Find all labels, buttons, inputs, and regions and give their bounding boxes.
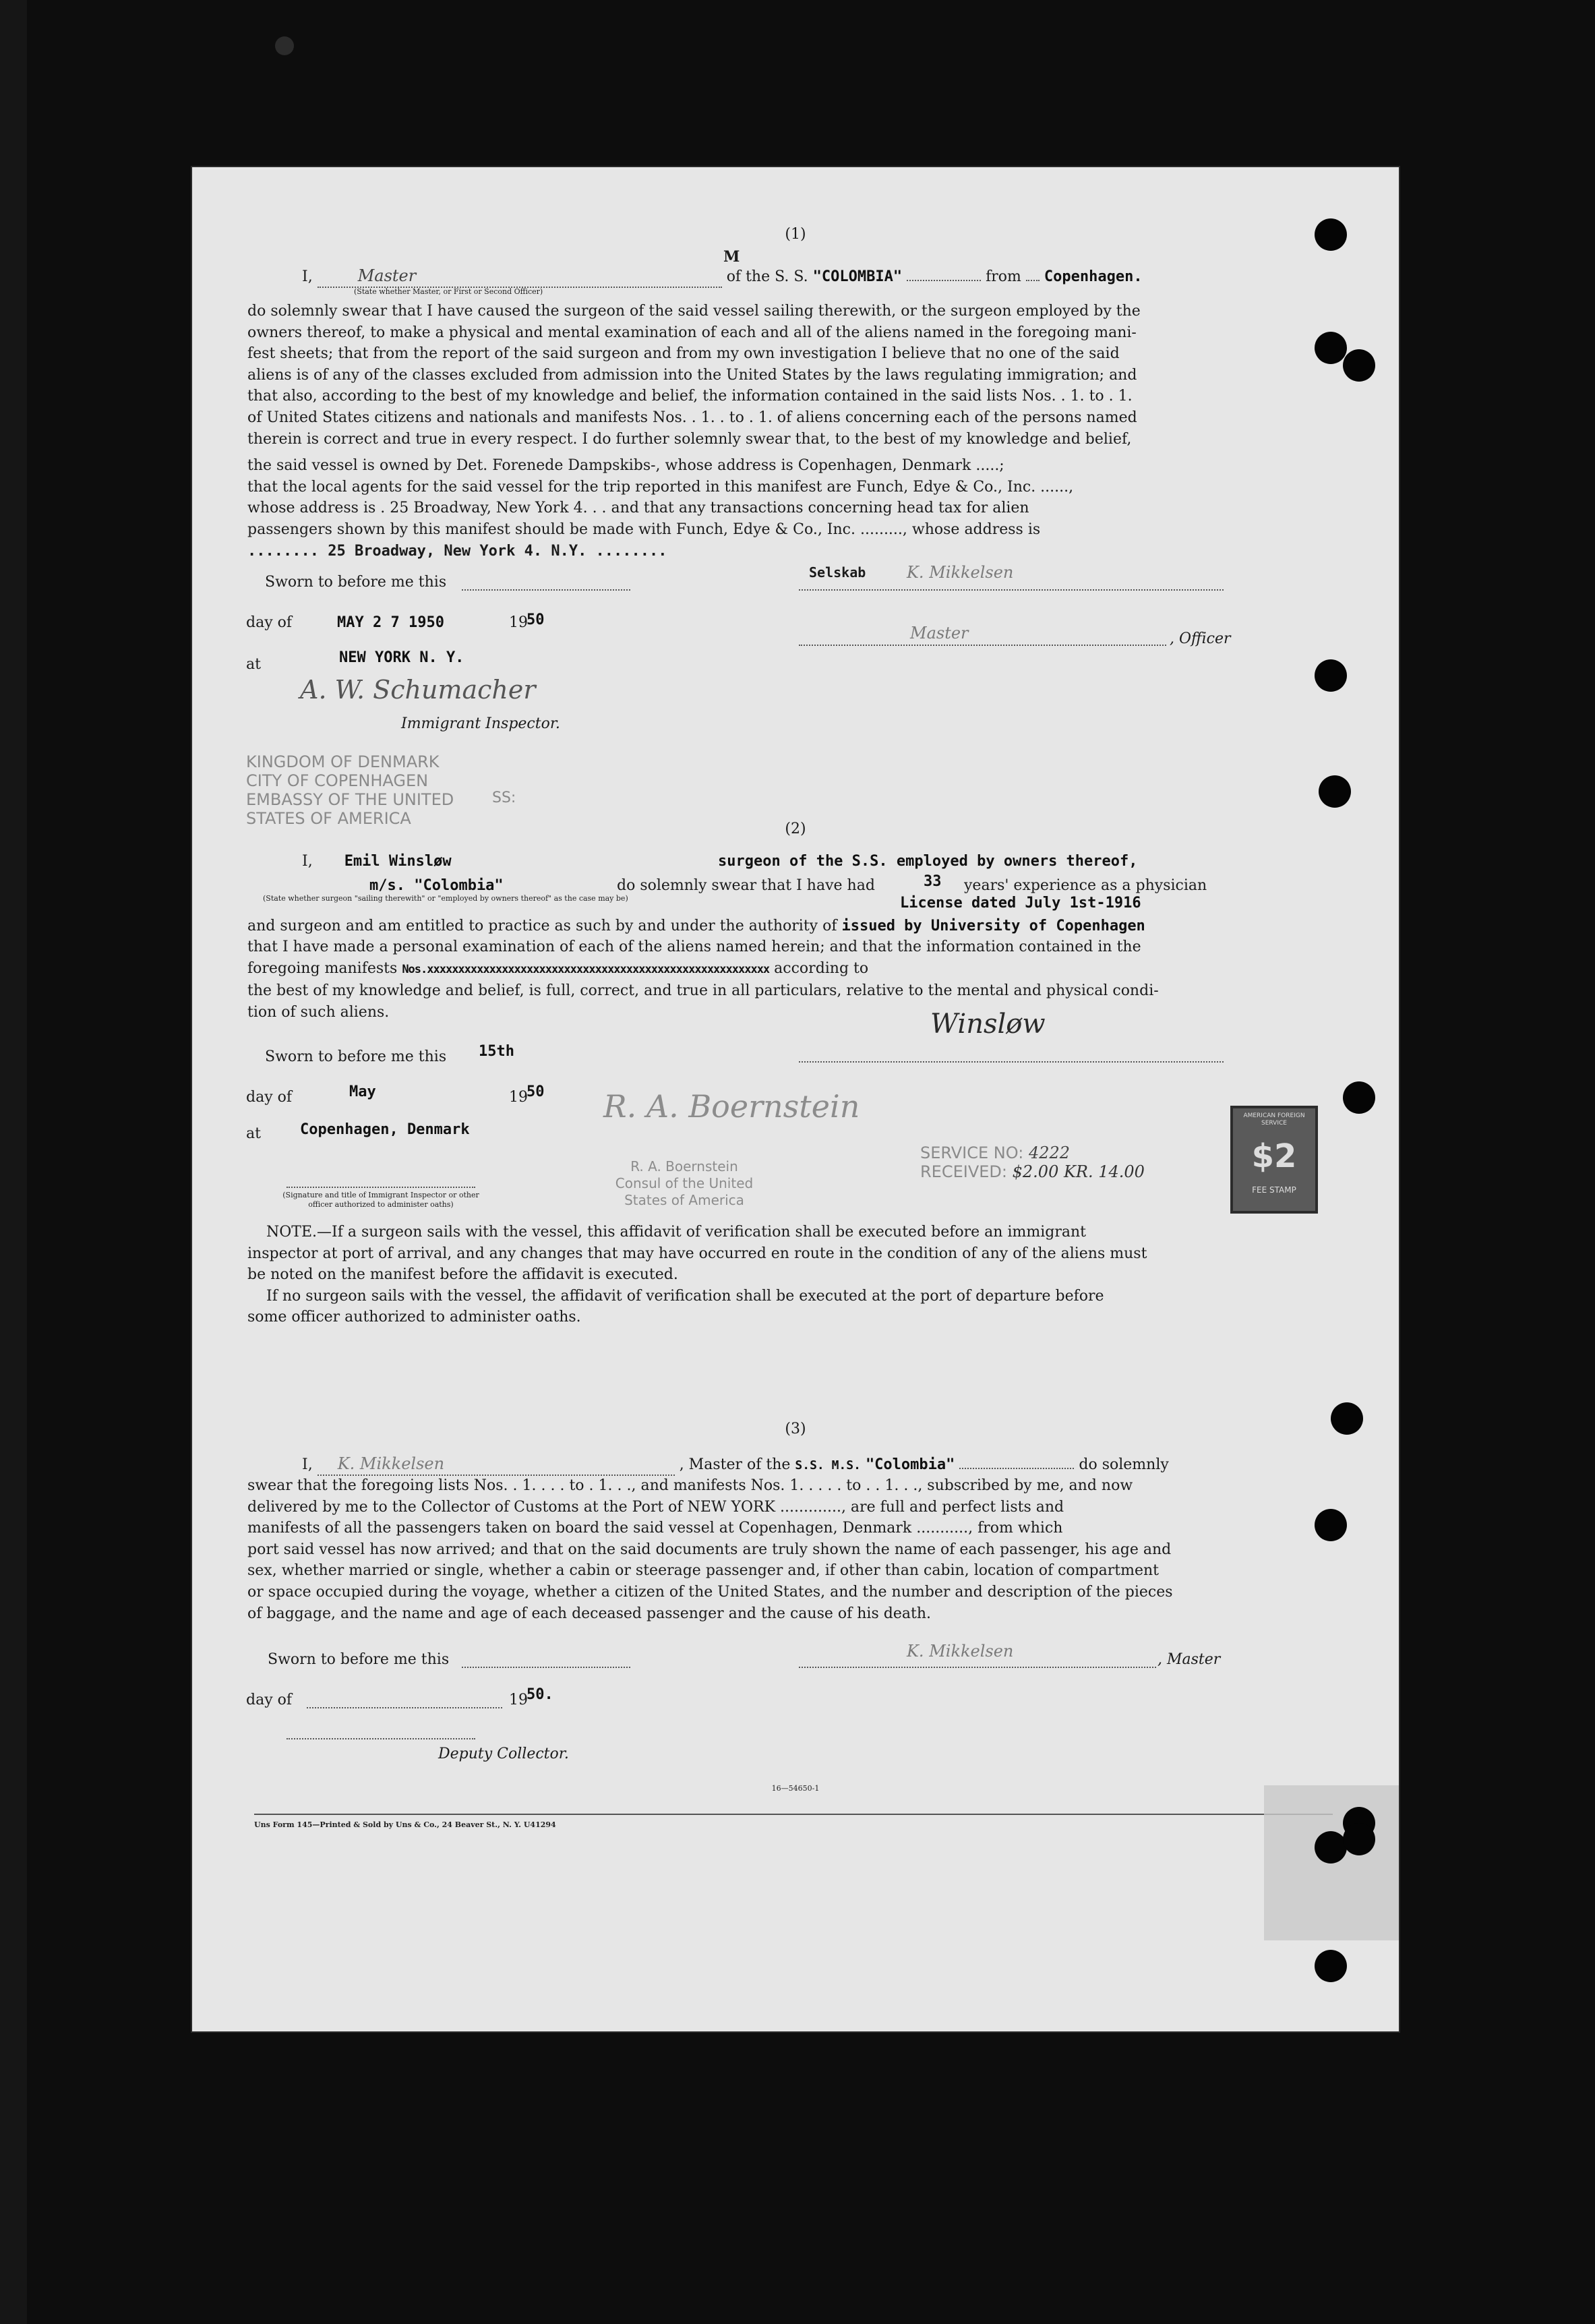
section-1-first-line (302, 266, 1354, 288)
section-1-oath (247, 301, 1286, 562)
binder-hole (1343, 1823, 1375, 1855)
oath-line: ........ 25 Broadway, New York 4. N.Y. ........ (247, 542, 667, 560)
manifest-affidavit-page (192, 167, 1399, 2031)
authority-text: and surgeon and am entitled to practice as such by and under the authority of (247, 918, 837, 934)
binder-hole (1343, 1081, 1375, 1114)
note-line: inspector at port of arrival, and any changes that may have occurred en route in the condition of any of the aliens must (247, 1245, 1147, 1262)
printer-credit: Uns Form 145—Printed & Sold by Uns & Co., 24 Beaver St., N. Y. U41294 (254, 1820, 556, 1829)
section-2-first-line (302, 851, 452, 872)
consul-title: Consul of the United (615, 1175, 754, 1191)
surgeon-oath-line (247, 958, 1286, 981)
years-value: 33 (924, 873, 942, 890)
surgeon-vessel: m/s. "Colombia" (369, 877, 504, 894)
sworn-line (462, 589, 630, 591)
footer-rule (254, 1814, 1333, 1815)
section-3-line: sex, whether married or single, whether a cabin or steerage passenger and, if other than cabin, location of compartment (247, 1562, 1159, 1580)
oath-line: do solemnly swear that I have caused the surgeon of the said vessel sailing therewith, or the surgeon employed by the (247, 303, 1141, 320)
section-3-year-value: 50. (526, 1686, 553, 1703)
binder-hole (1315, 1831, 1347, 1864)
received-value: $2.00 KR. 14.00 (1012, 1162, 1145, 1181)
embassy-stamp-line: KINGDOM OF DENMARK (246, 752, 440, 771)
section-3-master-field (318, 1454, 675, 1476)
surgeon-signature: Winsløw (930, 1009, 1046, 1040)
service-label: SERVICE NO: (920, 1143, 1024, 1162)
according-text: according to (774, 959, 869, 977)
binder-hole (1315, 659, 1347, 692)
binder-hole (1315, 1509, 1347, 1541)
at-value: NEW YORK N. Y. (339, 649, 464, 666)
embassy-stamp-line: CITY OF COPENHAGEN (246, 771, 429, 790)
authority-line (247, 916, 1393, 936)
surgeon-signature-line (799, 1061, 1224, 1063)
oath-line: that also, according to the best of my knowledge and belief, the information contained in the said lists Nos. . 1. to . 1. (247, 388, 1133, 405)
section-3-year-prefix: 19 (509, 1692, 528, 1708)
section-3-body (247, 1475, 1286, 1624)
section-1-sworn-label: Sworn to before me this (265, 574, 447, 591)
day-of-label: day of (246, 614, 293, 631)
fee-stamp-value: $2 (1251, 1137, 1297, 1175)
section-3-first-line (302, 1454, 1313, 1476)
section-3-day-line (307, 1707, 502, 1708)
oath-line: aliens is of any of the classes excluded from admission into the United States by the laws regulating immigration; and (247, 366, 1137, 384)
master-signature-line (799, 589, 1224, 591)
manifests-text: foregoing manifests (247, 959, 398, 977)
vessel-name: "COLOMBIA" (812, 268, 903, 285)
at-label: at (246, 656, 261, 673)
section-3-line: port said vessel has now arrived; and that on the said documents are truly shown the name of each passenger, his age and (247, 1541, 1172, 1558)
form-code: 16—54650-1 (771, 1784, 820, 1793)
section-3-line: or space occupied during the voyage, whether a citizen of the United States, and the number and description of the pieces (247, 1583, 1173, 1601)
from-label: from (986, 268, 1021, 285)
section-3-vessel-prefix: S.S. M.S. (795, 1458, 861, 1472)
section-3-line: of baggage, and the name and age of each deceased passenger and the cause of his death. (247, 1605, 931, 1622)
binder-hole (1343, 349, 1375, 382)
struck-out-text: Nos.xxxxxxxxxxxxxxxxxxxxxxxxxxxxxxxxxxxxxxxxxxxxxxxxxxxxxxx (402, 962, 770, 976)
rank-field (318, 266, 722, 288)
owner-insert: Selskab (809, 564, 866, 580)
received-label: RECEIVED: (920, 1162, 1007, 1181)
binder-hole (1331, 1402, 1363, 1435)
year-prefix: 19 (509, 614, 528, 631)
oath-line: the said vessel is owned by Det. Forenede Dampskibs-, whose address is Copenhagen, Denmark .....; (247, 457, 1004, 475)
surgeon-name: Emil Winsløw (344, 853, 452, 870)
section-3-sworn-label: Sworn to before me this (268, 1651, 450, 1668)
section-3-vessel-name: "Colombia" (865, 1456, 955, 1473)
section-3-master-name: K. Mikkelsen (337, 1454, 445, 1473)
authority-value: issued by University of Copenhagen (841, 918, 1145, 934)
administer-oath-line (287, 1187, 475, 1188)
section-2-body (247, 936, 1286, 1023)
section-2-year-prefix: 19 (509, 1089, 528, 1106)
license-insert: License dated July 1st-1916 (900, 895, 1141, 912)
oath-line: whose address is . 25 Broadway, New York 4. . . and that any transactions concerning head tax for alien (247, 500, 1029, 517)
binder-hole (1315, 1950, 1347, 1982)
section-2-month: May (349, 1083, 376, 1100)
binder-hole (1315, 218, 1347, 251)
scanner-hole-top-left (275, 36, 294, 55)
note-line: be noted on the manifest before the affidavit is executed. (247, 1266, 678, 1284)
ss-label: SS: (492, 789, 516, 806)
fee-stamp-header: AMERICAN FOREIGN SERVICE (1243, 1112, 1305, 1127)
note-line: some officer authorized to administer oaths. (247, 1309, 581, 1326)
section-2-year-value: 50 (526, 1083, 545, 1100)
section-3-number: (3) (785, 1421, 806, 1437)
years-text: years' experience as a physician (964, 877, 1207, 894)
deputy-collector-line (287, 1738, 475, 1739)
section-2-number: (2) (785, 821, 806, 837)
embassy-stamp-line: EMBASSY OF THE UNITED (246, 790, 454, 809)
section-3-day-label: day of (246, 1692, 293, 1708)
binder-hole (1315, 332, 1347, 364)
surgeon-oath-line: the best of my knowledge and belief, is full, correct, and true in all particulars, relative to the mental and physical condi- (247, 982, 1159, 1000)
surgeon-role: surgeon of the S.S. employed by owners thereof, (718, 853, 1138, 870)
officer-label: , Officer (1170, 630, 1231, 647)
embassy-stamp (246, 752, 454, 828)
oath-line: of United States citizens and nationals and manifests Nos. . 1. . to . 1. of aliens concerning each of the persons named (247, 409, 1137, 426)
rank-caption: (State whether Master, or First or Second Officer) (354, 287, 543, 296)
service-number: 4222 (1028, 1143, 1071, 1162)
of-the-label: of the (726, 268, 771, 285)
consul-block (583, 1158, 785, 1209)
section-3-master-label: , Master (1157, 1651, 1221, 1668)
officer-line (799, 645, 1166, 646)
year-value: 50 (526, 612, 545, 628)
surgeon-oath-line: that I have made a personal examination of each of the aliens named herein; and that the information contained in the (247, 938, 1141, 955)
day-of-value: MAY 2 7 1950 (337, 614, 444, 631)
embassy-stamp-line: STATES OF AMERICA (246, 809, 411, 828)
solemnly-label: do solemnly (1079, 1456, 1169, 1473)
from-port: Copenhagen. (1044, 268, 1143, 285)
oath-line: owners thereof, to make a physical and mental examination of each and all of the aliens named in the foregoing mani- (247, 324, 1137, 341)
service-stamp (920, 1143, 1145, 1181)
oath-line: that the local agents for the said vessel for the trip reported in this manifest are Funch, Edye & Co., Inc. ......, (247, 478, 1074, 496)
rank-value: Master (357, 266, 417, 285)
swear-text: do solemnly swear that I have had (617, 877, 875, 894)
section-2-sworn-day: 15th (479, 1043, 514, 1060)
oath-line: therein is correct and true in every respect. I do further solemnly swear that, to the best of my knowledge and belief, (247, 430, 1132, 448)
deputy-collector-label: Deputy Collector. (438, 1746, 569, 1762)
section-2-place: Copenhagen, Denmark (300, 1121, 470, 1138)
section-3-sworn-line (462, 1667, 630, 1668)
binder-hole (1319, 775, 1351, 808)
master-of-label: , Master of the (679, 1456, 791, 1473)
i-label: I, (302, 1456, 313, 1473)
note-block (247, 1222, 1286, 1328)
i-label: I, (302, 853, 313, 870)
fee-stamp-footer: FEE STAMP (1252, 1185, 1296, 1195)
i-label: I, (302, 268, 313, 285)
section-3-master-line (799, 1667, 1156, 1668)
note-line: If no surgeon sails with the vessel, the affidavit of verification shall be executed at the port of departure before (266, 1287, 1104, 1305)
administer-oath-caption: (Signature and title of Immigrant Inspector or other officer authorized to administer oaths) (282, 1191, 479, 1209)
officer-signature: Master (910, 624, 969, 643)
surgeon-oath-line: tion of such aliens. (247, 1003, 390, 1021)
fee-stamp (1230, 1106, 1318, 1214)
section-2-at-label: at (246, 1125, 261, 1142)
consul-title: States of America (624, 1192, 744, 1208)
vessel-prefix: S. S. (775, 268, 808, 285)
scan-border-left (0, 0, 27, 2324)
section-3-master-signature: K. Mikkelsen (907, 1642, 1014, 1661)
section-1-number: (1) (785, 226, 806, 243)
consul-signature: R. A. Boernstein (603, 1088, 860, 1125)
oath-line: passengers shown by this manifest should be made with Funch, Edye & Co., Inc. ........., whose address is (247, 520, 1041, 538)
section-3-line: swear that the foregoing lists Nos. . 1. . . . to . 1. . ., and manifests Nos. 1. . . . . to . . 1. . ., subscribed by me, and now (247, 1477, 1133, 1494)
section-3-line: delivered by me to the Collector of Customs at the Port of NEW YORK ............., are full and perfect lists and (247, 1498, 1064, 1516)
oath-line: fest sheets; that from the report of the said surgeon and from my own investigation I believe that no one of the said (247, 345, 1120, 363)
inspector-signature: A. W. Schumacher (300, 675, 536, 705)
section-2-vessel-line (302, 875, 504, 896)
surgeon-caption: (State whether surgeon "sailing therewith" or "employed by owners thereof" as the case may be) (263, 894, 628, 903)
section-3-line: manifests of all the passengers taken on board the said vessel at Copenhagen, Denmark ..........., from which (247, 1520, 1063, 1537)
master-signature: K. Mikkelsen (907, 563, 1014, 582)
section-2-day-label: day of (246, 1089, 293, 1106)
note-line: NOTE.—If a surgeon sails with the vessel, this affidavit of verification shall be executed before an immigrant (266, 1224, 1086, 1241)
inspector-label: Immigrant Inspector. (401, 715, 560, 732)
section-1-correction-mark: M (723, 248, 740, 266)
consul-name: R. A. Boernstein (630, 1158, 738, 1174)
section-2-sworn-label: Sworn to before me this (265, 1048, 447, 1065)
